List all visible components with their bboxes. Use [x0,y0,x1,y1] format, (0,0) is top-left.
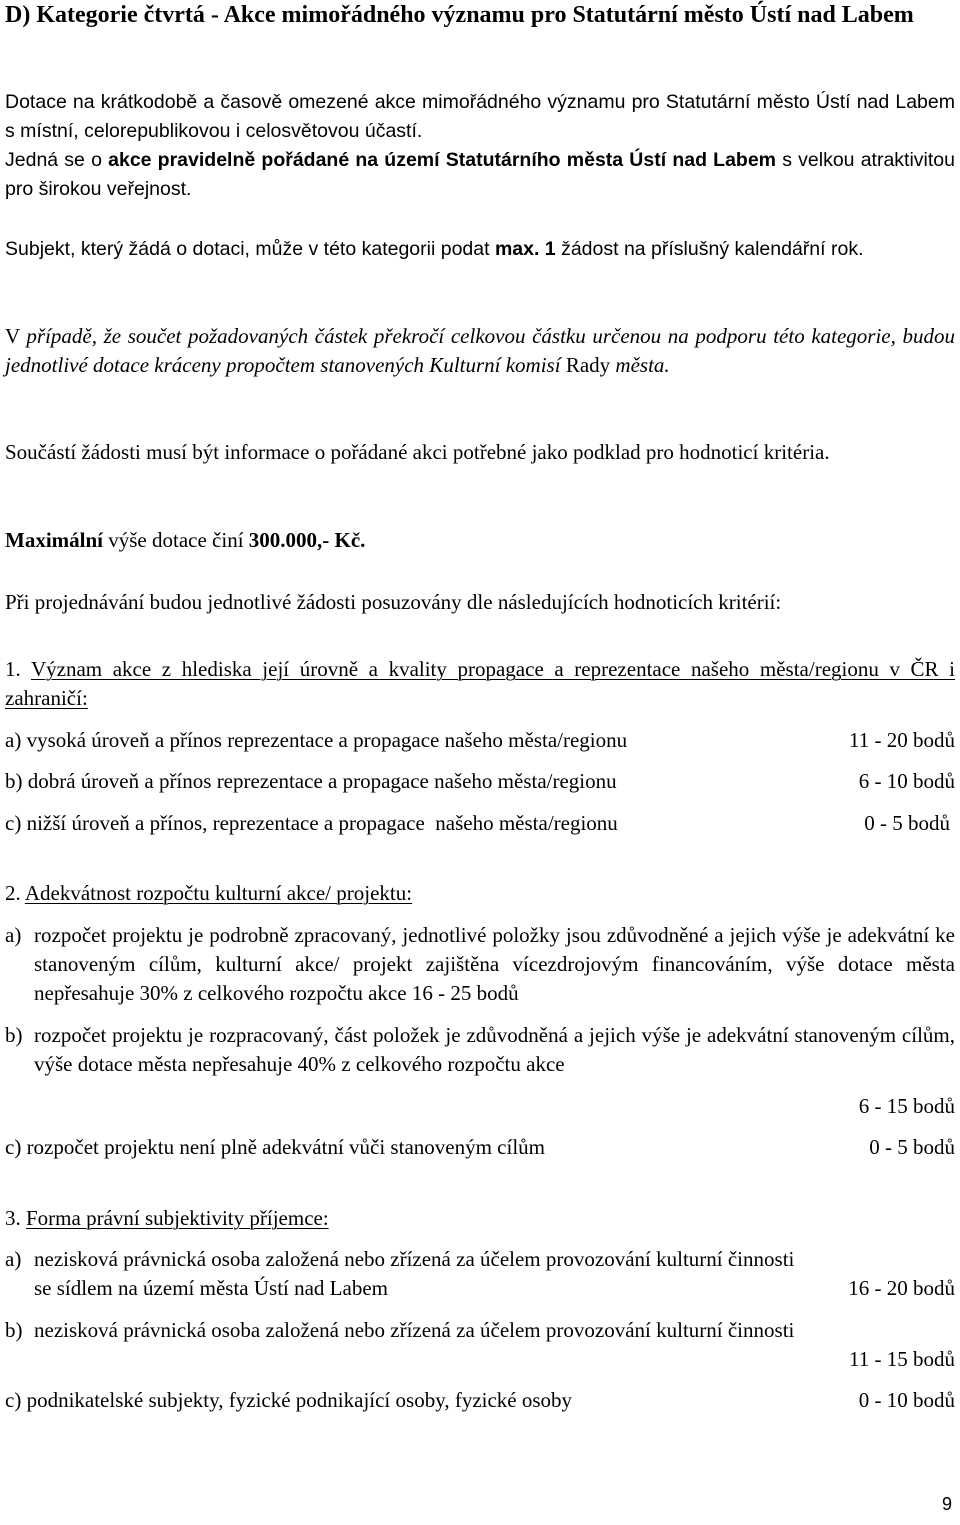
points: 16 - 25 bodů [411,981,519,1005]
criterion-3-item-b: b) nezisková právnická osoba založená nebo zřízená za účelem provozování kulturní činnosti 11 - 15 bodů [5,1318,955,1371]
criterion-2-item-c: c) rozpočet projektu není plně adekvátní vůči stanoveným cílům 0 - 5 bodů [5,1133,955,1162]
criterion-2-item-b-points: 6 - 15 bodů [858,1094,955,1118]
request-content-paragraph: Součástí žádosti musí být informace o pořádané akci potřebné jako podklad pro hodnoticí kritéria. [5,440,830,464]
criterion-1-item-c: c) nižší úroveň a přínos, reprezentace a propagace našeho města/regionu 0 - 5 bodů [5,809,955,838]
criterion-1-title: 1. Význam akce z hlediska její úrovně a kvality propagace a reprezentace našeho města/regionu v ČR i zahraničí: [5,657,956,710]
criterion-3-title: 3. Forma právní subjektivity příjemce: [5,1206,329,1230]
points: 0 - 5 bodů [864,811,950,835]
criteria-intro: Při projednávání budou jednotlivé žádosti posuzovány dle následujících hodnoticích kritérií: [5,590,782,614]
criterion-1-item-a: a) vysoká úroveň a přínos reprezentace a propagace našeho města/regionu 11 - 20 bodů [5,726,955,755]
reduction-paragraph: V případě, že součet požadovaných částek překročí celkovou částku určenou na podporu této kategorie, budou jednotlivé dotace kráceny propočtem stanovených Kulturní komisí Rady města. [5,324,955,377]
intro-paragraph: Dotace na krátkodobě a časově omezené akce mimořádného významu pro Statutární město Ústí nad Labem s místní, celorepublikovou i celosvětovou účastí. [5,91,955,142]
points: 0 - 10 bodů [858,1388,955,1412]
criterion-3-item-c: c) podnikatelské subjekty, fyzické podnikající osoby, fyzické osoby 0 - 10 bodů [5,1386,955,1415]
page-number: 9 [941,1494,952,1514]
criterion-2-item-a: a) rozpočet projektu je podrobně zpracovaný, jednotlivé položky jsou zdůvodněné a jejich výše je adekvátní ke stanoveným cílům, kulturní akce/ projekt zajištěna vícezdrojovým financováním, výše dotace města nepřesahuje 30% z celkového rozpočtu akce 16 - 25 bodů [5,923,955,1005]
criterion-3-item-a: a) nezisková právnická osoba založená nebo zřízená za účelem provozování kulturní činnosti se sídlem na území města Ústí nad Labem 16 - 20 bodů [5,1245,955,1303]
section-heading: D) Kategorie čtvrtá - Akce mimořádného významu pro Statutární město Ústí nad Labem [5,2,914,28]
points: 11 - 20 bodů [849,728,955,752]
points: 0 - 5 bodů [869,1135,955,1159]
max-grant-paragraph: Maximální výše dotace činí 300.000,- Kč. [5,528,366,552]
points: 11 - 15 bodů [849,1347,955,1371]
criterion-2-title: 2. Adekvátnost rozpočtu kulturní akce/ projektu: [5,881,413,905]
criterion-2-item-b: b) rozpočet projektu je rozpracovaný, část položek je zdůvodněná a jejich výše je adekvátní stanoveným cílům, výše dotace města nepřesahuje 40% z celkového rozpočtu akce [5,1023,955,1076]
intro-paragraph-limit: Subjekt, který žádá o dotaci, může v této kategorii podat max. 1 žádost na příslušný kalendářní rok. [5,238,864,260]
points: 16 - 20 bodů [848,1276,955,1300]
points: 6 - 10 bodů [858,769,955,793]
intro-paragraph-events: Jedná se o akce pravidelně pořádané na území Statutárního města Ústí nad Labem s velkou atraktivitou pro širokou veřejnost. [5,149,955,200]
criterion-1-item-b: b) dobrá úroveň a přínos reprezentace a propagace našeho města/regionu 6 - 10 bodů [5,767,955,796]
